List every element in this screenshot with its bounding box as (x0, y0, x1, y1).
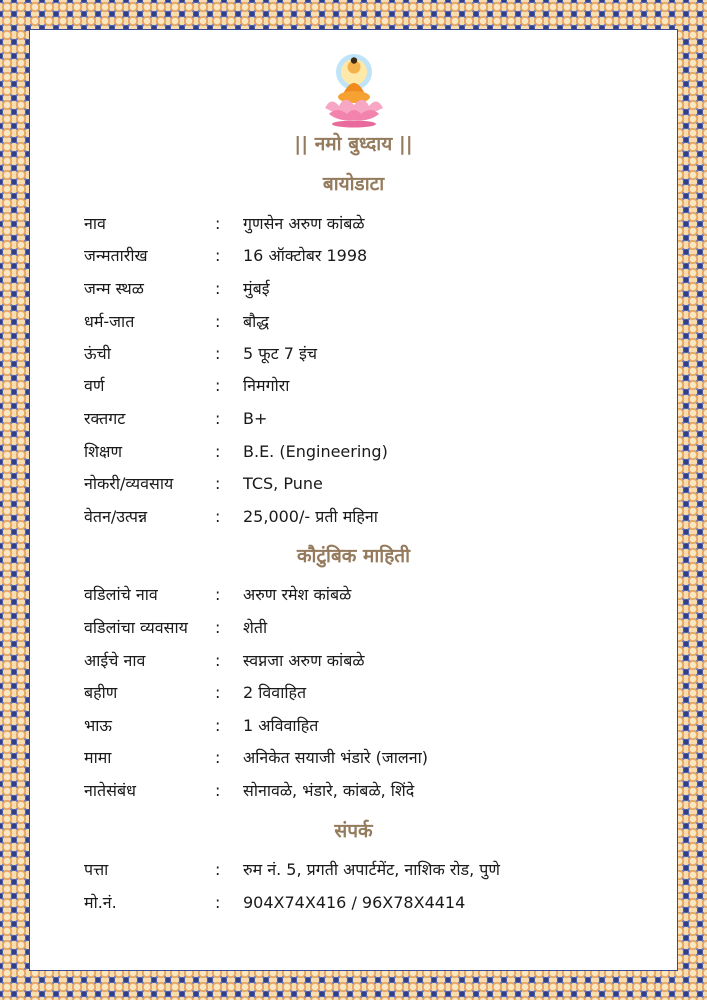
row-value: बौद्ध (243, 312, 270, 331)
row-value: 25,000/- प्रती महिना (243, 507, 378, 526)
row-separator: : (215, 860, 221, 879)
row-separator: : (215, 716, 221, 735)
buddha-icon (321, 48, 387, 130)
row-separator: : (215, 651, 221, 670)
row-value: 5 फूट 7 इंच (243, 344, 318, 363)
invocation-heading: || नमो बुध्दाय || (294, 133, 413, 155)
row-value: सोनावळे, भंडारे, कांबळे, शिंदे (243, 781, 415, 800)
row-separator: : (215, 344, 221, 363)
row-label: बहीण (84, 683, 118, 702)
row-label: वडिलांचा व्यवसाय (84, 618, 188, 637)
row-separator: : (215, 507, 221, 526)
row-value: 2 विवाहित (243, 683, 307, 702)
row-separator: : (215, 442, 221, 461)
row-value: अरुण रमेश कांबळे (243, 585, 352, 604)
row-value: रुम नं. 5, प्रगती अपार्टमेंट, नाशिक रोड, पुणे (243, 860, 500, 879)
row-separator: : (215, 246, 221, 265)
biodata-page (30, 30, 677, 970)
row-label: ऊंची (84, 344, 111, 363)
row-value: 1 अविवाहित (243, 716, 319, 735)
row-value: B+ (243, 409, 268, 428)
row-value: मुंबई (243, 279, 270, 298)
row-separator: : (215, 409, 221, 428)
row-label: वडिलांचे नाव (84, 585, 158, 604)
row-label: जन्म स्थळ (84, 279, 144, 298)
row-separator: : (215, 781, 221, 800)
row-separator: : (215, 748, 221, 767)
row-label: वर्ण (84, 376, 105, 395)
row-value: स्वप्नजा अरुण कांबळे (243, 651, 365, 670)
row-label: जन्मतारीख (84, 246, 148, 265)
row-label: नोकरी/व्यवसाय (84, 474, 174, 493)
row-separator: : (215, 376, 221, 395)
row-value: B.E. (Engineering) (243, 442, 388, 461)
row-value: गुणसेन अरुण कांबळे (243, 214, 365, 233)
row-separator: : (215, 279, 221, 298)
row-label: धर्म-जात (84, 312, 135, 331)
section-title-contact: संपर्क (334, 820, 373, 842)
section-title-family: कौटुंबिक माहिती (296, 545, 411, 567)
row-value: TCS, Pune (243, 474, 323, 493)
row-separator: : (215, 214, 221, 233)
row-label: भाऊ (84, 716, 112, 735)
row-separator: : (215, 312, 221, 331)
row-separator: : (215, 683, 221, 702)
row-label: पत्ता (84, 860, 109, 879)
row-label: मामा (84, 748, 112, 767)
row-separator: : (215, 618, 221, 637)
row-label: वेतन/उत्पन्न (84, 507, 148, 526)
row-separator: : (215, 585, 221, 604)
row-label: आईचे नाव (84, 651, 146, 670)
row-separator: : (215, 474, 221, 493)
row-value: 904X74X416 / 96X78X4414 (243, 893, 466, 912)
row-label: शिक्षण (84, 442, 123, 461)
row-value: अनिकेत सयाजी भंडारे (जालना) (243, 748, 429, 767)
row-label: नाव (84, 214, 106, 233)
row-label: नातेसंबंध (84, 781, 136, 800)
row-value: निमगोरा (243, 376, 290, 395)
row-value: 16 ऑक्टोबर 1998 (243, 246, 368, 265)
row-value: शेती (243, 618, 268, 637)
row-label: रक्तगट (84, 409, 126, 428)
row-label: मो.नं. (84, 893, 117, 912)
row-separator: : (215, 893, 221, 912)
section-title-biodata: बायोडाटा (322, 173, 385, 195)
